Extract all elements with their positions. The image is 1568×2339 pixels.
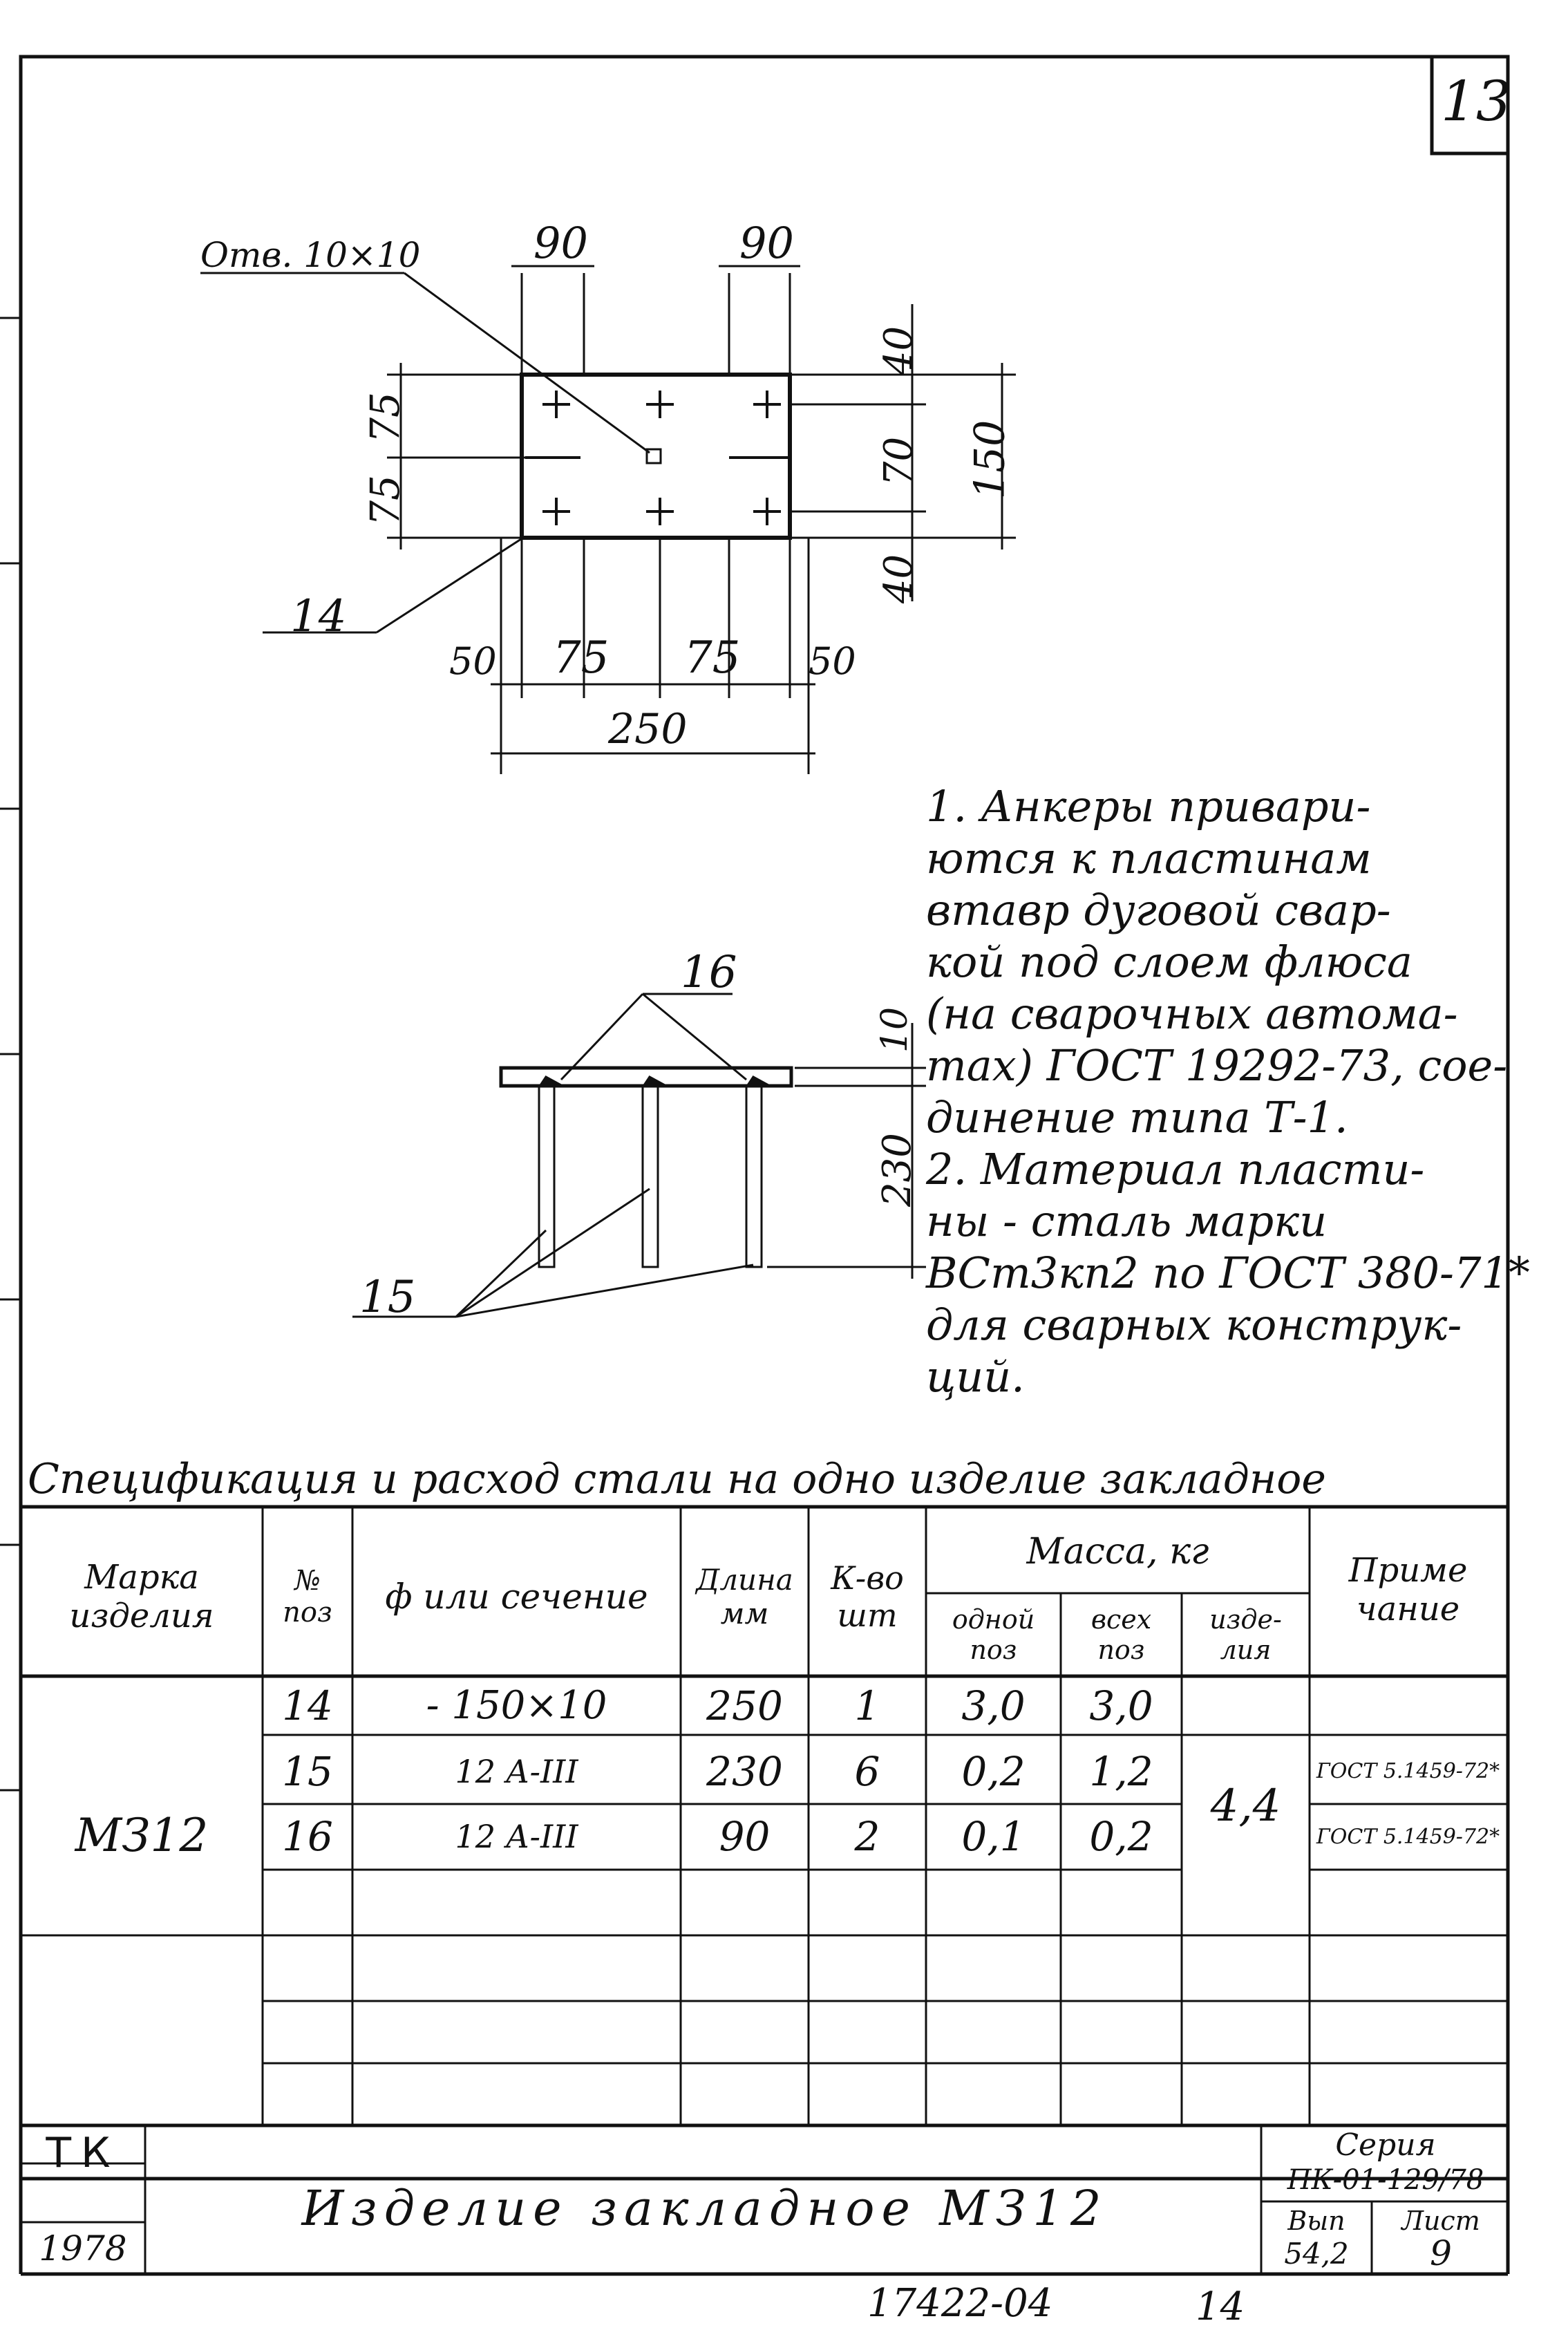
note-line: ны - сталь марки (926, 1196, 1328, 1246)
sheet-number: 13 (1441, 69, 1511, 133)
spec-title: Спецификация и расход стали на одно изделие закладное (28, 1455, 1326, 1503)
mark-value: МЗ12 (75, 1808, 209, 1862)
org-stamp: ТК (46, 2129, 120, 2177)
issue-label: Вып (1287, 2205, 1345, 2236)
header-qty: К-во шт (831, 1559, 904, 1634)
header-length: Длина мм (696, 1563, 793, 1631)
series-value: ПК-01-129/78 (1287, 2164, 1484, 2196)
row-qty: 2 (854, 1813, 880, 1860)
pos-15-label: 15 (359, 1272, 416, 1323)
dim-top-left: 90 (533, 218, 588, 268)
note-line: 1. Анкеры привари- (926, 781, 1371, 832)
note-line: кой под слоем флюса (926, 937, 1413, 987)
dim-top-right: 90 (739, 218, 794, 268)
header-mass: Масса, кг (1026, 1531, 1209, 1572)
anchor-marks (525, 391, 788, 525)
header-mark: Марка изделия (69, 1558, 214, 1635)
dim-bottom-1: 50 (449, 639, 497, 683)
note-line: ций. (926, 1351, 1025, 1402)
sheet-label: Лист (1401, 2205, 1480, 2236)
row-pos: 16 (282, 1813, 333, 1860)
row-section: - 150×10 (426, 1683, 607, 1728)
note-line: втавр дуговой свар- (926, 885, 1391, 935)
row-length: 90 (719, 1813, 771, 1860)
row-section: 12 А-III (455, 1752, 578, 1790)
header-mass-one: одной поз (952, 1604, 1035, 1665)
hole-label: Отв. 10×10 (200, 235, 421, 275)
issue-value: 54,2 (1284, 2236, 1349, 2271)
year: 1978 (39, 2228, 127, 2268)
row-mass-one: 0,1 (961, 1813, 1026, 1860)
dim-left-lower: 75 (361, 475, 408, 526)
row-qty: 1 (854, 1682, 880, 1729)
row-section: 12 А-III (455, 1818, 578, 1855)
row-mass-one: 3,0 (961, 1682, 1026, 1729)
row-note: ГОСТ 5.1459-72* (1316, 1759, 1500, 1783)
item-mass: 4,4 (1210, 1780, 1281, 1832)
pos-14-label: 14 (290, 591, 347, 642)
dim-bottom-total: 250 (608, 705, 688, 753)
dim-bottom-3: 75 (684, 632, 741, 684)
dim-right-bottom: 40 (876, 554, 922, 604)
footer-page: 14 (1196, 2284, 1245, 2329)
row-mass-all: 0,2 (1089, 1813, 1153, 1860)
row-mass-all: 1,2 (1089, 1747, 1153, 1795)
dim-right-total: 150 (965, 420, 1014, 500)
dim-plate-thickness: 10 (874, 1006, 916, 1053)
header-mass-all: всех поз (1090, 1604, 1152, 1665)
dim-right-mid: 70 (876, 436, 922, 487)
row-pos: 14 (282, 1682, 333, 1729)
section-view (352, 994, 926, 1317)
series-label: Серия (1335, 2127, 1436, 2163)
row-mass-one: 0,2 (961, 1747, 1026, 1795)
note-line: ются к пластинам (926, 833, 1372, 883)
dim-bottom-4: 50 (809, 639, 856, 683)
row-pos: 15 (282, 1747, 333, 1795)
header-pos: № поз (283, 1565, 332, 1628)
note-line: ВСт3кп2 по ГОСТ 380-71* (926, 1248, 1530, 1298)
dim-bottom-2: 75 (553, 632, 610, 684)
row-length: 250 (706, 1682, 783, 1729)
note-line: (на сварочных автома- (926, 988, 1458, 1039)
row-length: 230 (706, 1747, 783, 1795)
header-section: ф или сечение (385, 1577, 648, 1617)
header-mass-item: изде-лия (1209, 1604, 1282, 1665)
row-note: ГОСТ 5.1459-72* (1316, 1824, 1500, 1849)
header-note: Приме чание (1348, 1551, 1468, 1628)
pos-16-label: 16 (681, 947, 737, 998)
dim-left-upper: 75 (361, 392, 408, 443)
binding-ticks (0, 318, 21, 1790)
sheet-value: 9 (1430, 2233, 1452, 2273)
note-line: 2. Материал пласти- (926, 1144, 1425, 1194)
note-line: тах) ГОСТ 19292-73, сое- (926, 1040, 1508, 1091)
note-line: динение типа Т-1. (926, 1092, 1348, 1143)
footer-code: 17422-04 (867, 2281, 1053, 2326)
dim-anchor-length: 230 (874, 1133, 920, 1207)
note-line: для сварных конструк- (926, 1299, 1462, 1350)
row-qty: 6 (854, 1747, 880, 1795)
row-mass-all: 3,0 (1089, 1682, 1153, 1729)
drawing-title: Изделие закладное МЗ12 (301, 2180, 1108, 2237)
dim-right-top: 40 (876, 326, 922, 376)
